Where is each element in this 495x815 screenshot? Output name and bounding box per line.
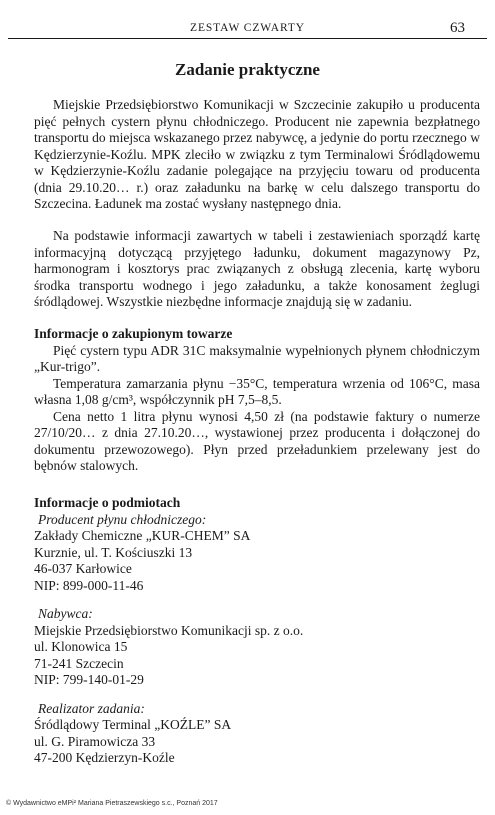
- goods-info-section: [34, 326, 480, 475]
- entity-role-buyer: Nabywca:: [38, 606, 93, 621]
- entity-line: Śródlądowy Terminal „KOŹLE” SA: [34, 717, 232, 732]
- header-rule: [8, 38, 487, 39]
- page-number: 63: [450, 20, 465, 36]
- page-title: Zadanie praktyczne: [175, 60, 320, 79]
- entity-line: Kurznie, ul. T. Kościuszki 13: [34, 544, 193, 560]
- entity-line: ul. G. Piramowicza 33: [34, 733, 156, 749]
- entities-heading: Informacje o podmiotach: [34, 495, 181, 510]
- entity-line: Zakłady Chemiczne „KUR-CHEM” SA: [34, 528, 251, 543]
- running-header: [0, 20, 495, 36]
- entity-role-contractor: Realizator zadania:: [38, 700, 145, 716]
- copyright-footer: © Wydawnictwo eMPi² Mariana Pietraszewskiego s.c., Poznań 2017: [6, 800, 218, 807]
- goods-info-heading: Informacje o zakupionym towarze: [34, 326, 233, 341]
- intro-paragraph: Miejskie Przedsiębiorstwo Komunikacji w Szczecinie zakupiło u producenta pięć pełnych cystern płynu chłodniczego. Producent nie zapewnia bezpłatnego transportu do miejsca wskazanego przez nabywcę, a jedynie do portu rzecznego w Kędzierzynie-Koźlu. MPK zleciło w związku z tym Terminalowi Śródlądowemu w Kędzierzynie-Koźlu zadanie polegające na przyjęciu towaru od producenta (dnia 29.10.20… r.) oraz załadunku na barkę w celu dalszego transportu do Szczecina. Ładunek ma zostać wysłany następnego dnia.: [34, 97, 480, 211]
- entity-line: 47-200 Kędzierzyn-Koźle: [34, 750, 175, 765]
- entity-line: ul. Klonowica 15: [34, 639, 128, 654]
- spacer: [34, 689, 480, 701]
- running-title: ZESTAW CZWARTY: [190, 22, 305, 34]
- entity-line: NIP: 899-000-11-46: [34, 577, 144, 593]
- entity-line: Miejskie Przedsiębiorstwo Komunikacji sp. z o.o.: [34, 622, 304, 638]
- entities-section: [34, 495, 480, 767]
- entity-line: NIP: 799-140-01-29: [34, 672, 144, 687]
- goods-info-paragraph: Pięć cystern typu ADR 31C maksymalnie wypełnionych płynem chłodniczym „Kur-trigo”.: [34, 342, 480, 374]
- entity-line: 46-037 Karłowice: [34, 561, 132, 576]
- task-paragraph: Na podstawie informacji zawartych w tabeli i zestawieniach sporządź kartę informacyjną dotyczącą przyjętego ładunku, dokument magazynowy Pz, harmonogram i kosztorys prac związanych z obsługą zlecenia, kartę wyboru środka transportu wodnego i jego załadunku, a także konosament żeglugi śródlądowej. Wszystkie niezbędne informacje znajdują się w zadaniu.: [34, 228, 480, 309]
- entity-line: 71-241 Szczecin: [34, 655, 124, 671]
- goods-info-paragraph: Temperatura zamarzania płynu −35°C, temperatura wrzenia od 106°C, masa własna 1,08 g/cm³, współczynnik pH 7,5–8,5.: [34, 375, 480, 407]
- goods-info-paragraph: Cena netto 1 litra płynu wynosi 4,50 zł (na podstawie faktury o numerze 27/10/20… z dnia 27.10.20…, wystawionej przez producenta i dołączonej do dokumentu przewozowego). Płyn przed przeładunkiem przelewany jest do bębnów stalowych.: [34, 408, 480, 473]
- spacer: [34, 594, 480, 606]
- entity-role-producer: Producent płynu chłodniczego:: [38, 511, 207, 527]
